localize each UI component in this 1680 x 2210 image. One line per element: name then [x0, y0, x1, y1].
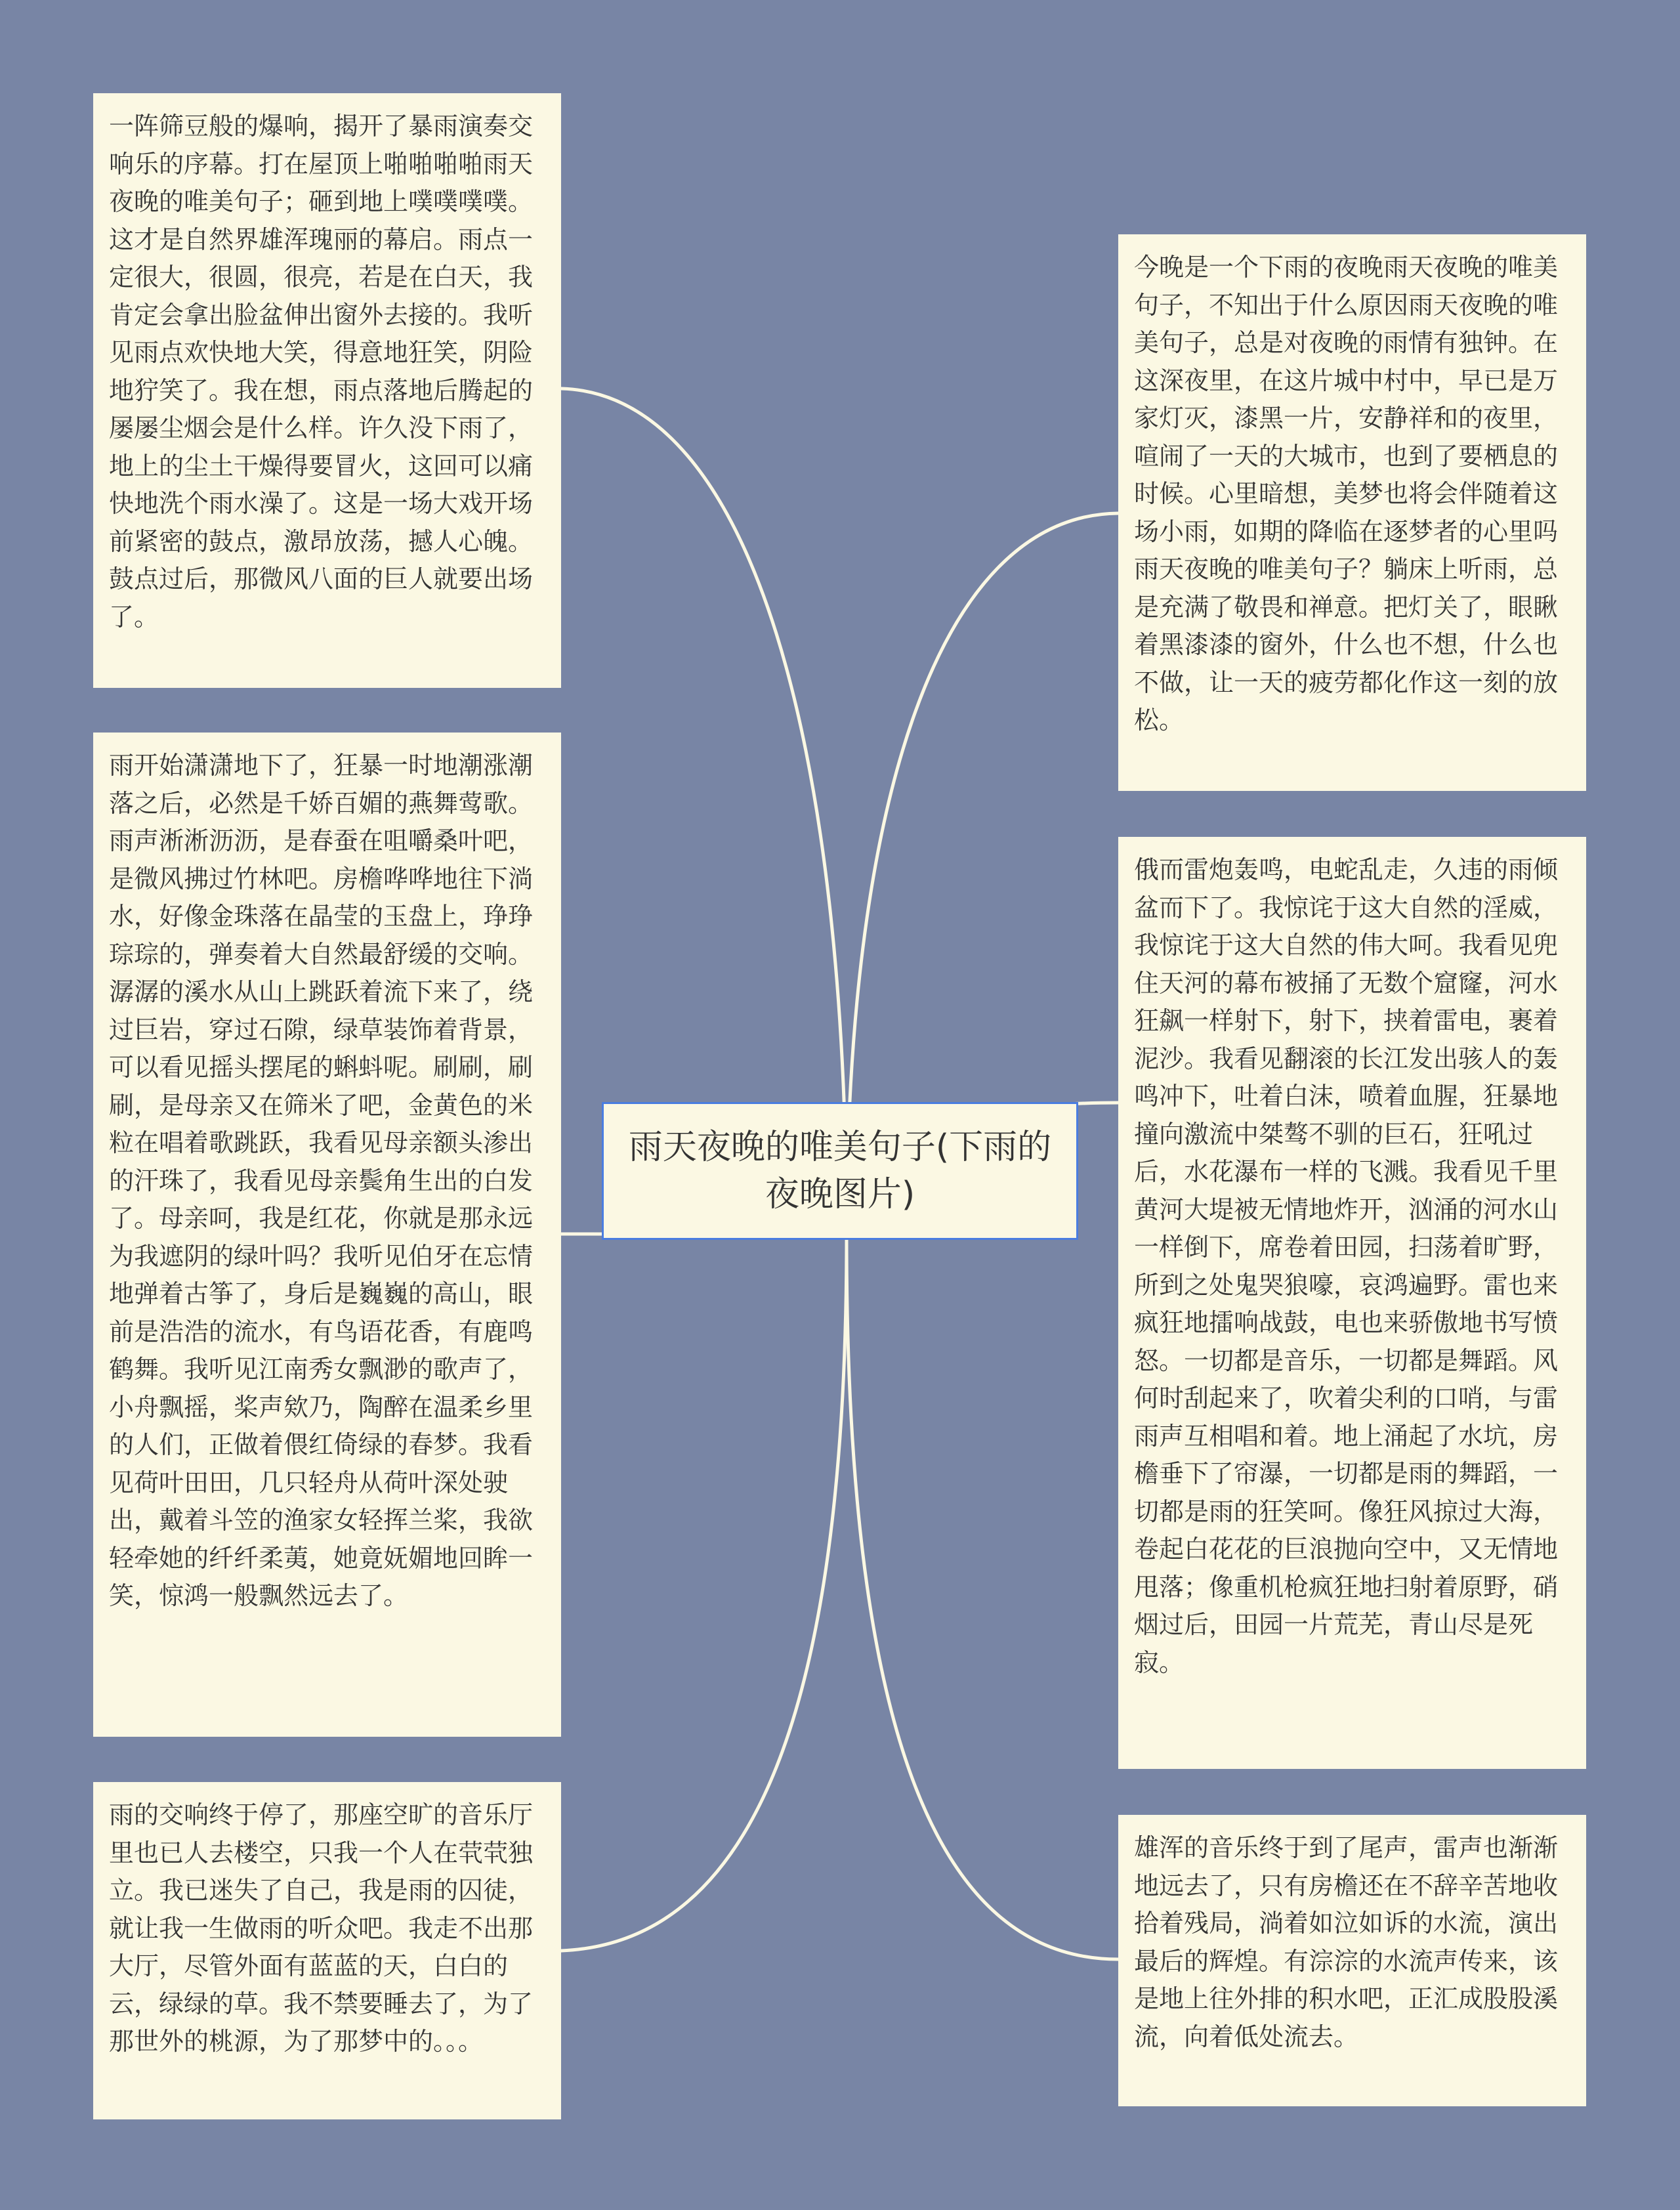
central-topic-node[interactable]: [602, 1102, 1078, 1240]
connector-center-right-3: [847, 1237, 1118, 1959]
topic-node-right-1[interactable]: [1118, 234, 1586, 791]
topic-node-left-3[interactable]: [93, 1782, 561, 2119]
central-topic-title: 雨天夜晚的唯美句子(下雨的夜晚图片): [628, 1128, 1052, 1214]
topic-node-text: 今晚是一个下雨的夜晚雨天夜晚的唯美句子，不知出于什么原因雨天夜晚的唯美句子，总是对夜晚的雨情有独钟。在这深夜里，在这片城中村中，早已是万家灯灭，漆黑一片，安静祥和的夜里，喧闹了一天的大城市，也到了要栖息的时候。心里暗想，美梦也将会伴随着这场小雨，如期的降临在逐梦者的心里吗雨天夜晚的唯美句子？躺床上听雨，总是充满了敬畏和禅意。把灯关了，眼瞅着黑漆漆的窗外，什么也不想，什么也不做，让一天的疲劳都化作这一刻的放松。: [1134, 253, 1559, 734]
topic-node-text: 雨的交响终于停了，那座空旷的音乐厅里也已人去楼空，只我一个人在茕茕独立。我已迷失了自己，我是雨的囚徒，就让我一生做雨的听众吧。我走不出那大厅，尽管外面有蓝蓝的天，白白的云，绿绿的草。我不禁要睡去了，为了那世外的桃源，为了那梦中的。。。: [109, 1800, 534, 2056]
topic-node-left-2[interactable]: [93, 733, 561, 1737]
topic-node-right-3[interactable]: [1118, 1815, 1586, 2106]
topic-node-right-2[interactable]: [1118, 837, 1586, 1769]
topic-node-text: 一阵筛豆般的爆响，揭开了暴雨演奏交响乐的序幕。打在屋顶上啪啪啪啪雨天夜晚的唯美句子；砸到地上噗噗噗噗。这才是自然界雄浑瑰丽的幕启。雨点一定很大，很圆，很亮，若是在白天，我肯定会拿出脸盆伸出窗外去接的。我听见雨点欢快地大笑，得意地狂笑，阴险地狞笑了。我在想，雨点落地后腾起的屡屡尘烟会是什么样。许久没下雨了，地上的尘土干燥得要冒火，这回可以痛快地洗个雨水澡了。这是一场大戏开场前紧密的鼓点，激昂放荡，撼人心魄。鼓点过后，那微风八面的巨人就要出场了。: [109, 112, 534, 631]
topic-node-left-1[interactable]: [93, 93, 561, 688]
topic-node-text: 俄而雷炮轰鸣，电蛇乱走，久违的雨倾盆而下了。我惊诧于这大自然的淫威，我惊诧于这大自然的伟大呵。我看见兜住天河的幕布被捅了无数个窟窿，河水狂飙一样射下，射下，挟着雷电，裹着泥沙。我看见翻滚的长江发出骇人的轰鸣冲下，吐着白沫，喷着血腥，狂暴地撞向激流中桀骜不驯的巨石，狂吼过后，水花瀑布一样的飞溅。我看见千里黄河大堤被无情地炸开，汹涌的河水山一样倒下，席卷着田园，扫荡着旷野，所到之处鬼哭狼嚎，哀鸿遍野。雷也来疯狂地擂响战鼓，电也来骄傲地书写愤怒。一切都是音乐，一切都是舞蹈。风何时刮起来了，吹着尖利的口哨，与雷雨声互相唱和着。地上涌起了水坑，房檐垂下了帘瀑，一切都是雨的舞蹈，一切都是雨的狂笑呵。像狂风掠过大海，卷起白花花的巨浪抛向空中，又无情地甩落；像重机枪疯狂地扫射着原野，硝烟过后，田园一片荒芜，青山尽是死寂。: [1134, 855, 1559, 1677]
connector-center-left-3: [561, 1237, 847, 1951]
topic-node-text: 雨开始潇潇地下了，狂暴一时地潮涨潮落之后，必然是千娇百媚的燕舞莺歌。雨声淅淅沥沥，是春蚕在咀嚼桑叶吧，是微风拂过竹林吧。房檐哗哗地往下淌水，好像金珠落在晶莹的玉盘上，琤琤琮琮的，弹奏着大自然最舒缓的交响。潺潺的溪水从山上跳跃着流下来了，绕过巨岩，穿过石隙，绿草装饰着背景，可以看见摇头摆尾的蝌蚪呢。刷刷，刷刷，是母亲又在筛米了吧，金黄色的米粒在唱着歌跳跃，我看见母亲额头渗出的汗珠了，我看见母亲鬓角生出的白发了。母亲呵，我是红花，你就是那永远为我遮阴的绿叶吗？我听见伯牙在忘情地弹着古筝了，身后是巍巍的高山，眼前是浩浩的流水，有鸟语花香，有鹿鸣鹤舞。我听见江南秀女飘渺的歌声了，小舟飘摇，桨声欸乃，陶醉在温柔乡里的人们，正做着偎红倚绿的春梦。我看见荷叶田田，几只轻舟从荷叶深处驶出，戴着斗笠的渔家女轻挥兰桨，我欲轻牵她的纤纤柔荑，她竟妩媚地回眸一笑，惊鸿一般飘然远去了。: [109, 751, 534, 1610]
topic-node-text: 雄浑的音乐终于到了尾声，雷声也渐渐地远去了，只有房檐还在不辞辛苦地收拾着残局，淌着如泣如诉的水流，演出最后的辉煌。有淙淙的水流声传来，该是地上往外排的积水吧，正汇成股股溪流，向着低处流去。: [1134, 1833, 1559, 2051]
